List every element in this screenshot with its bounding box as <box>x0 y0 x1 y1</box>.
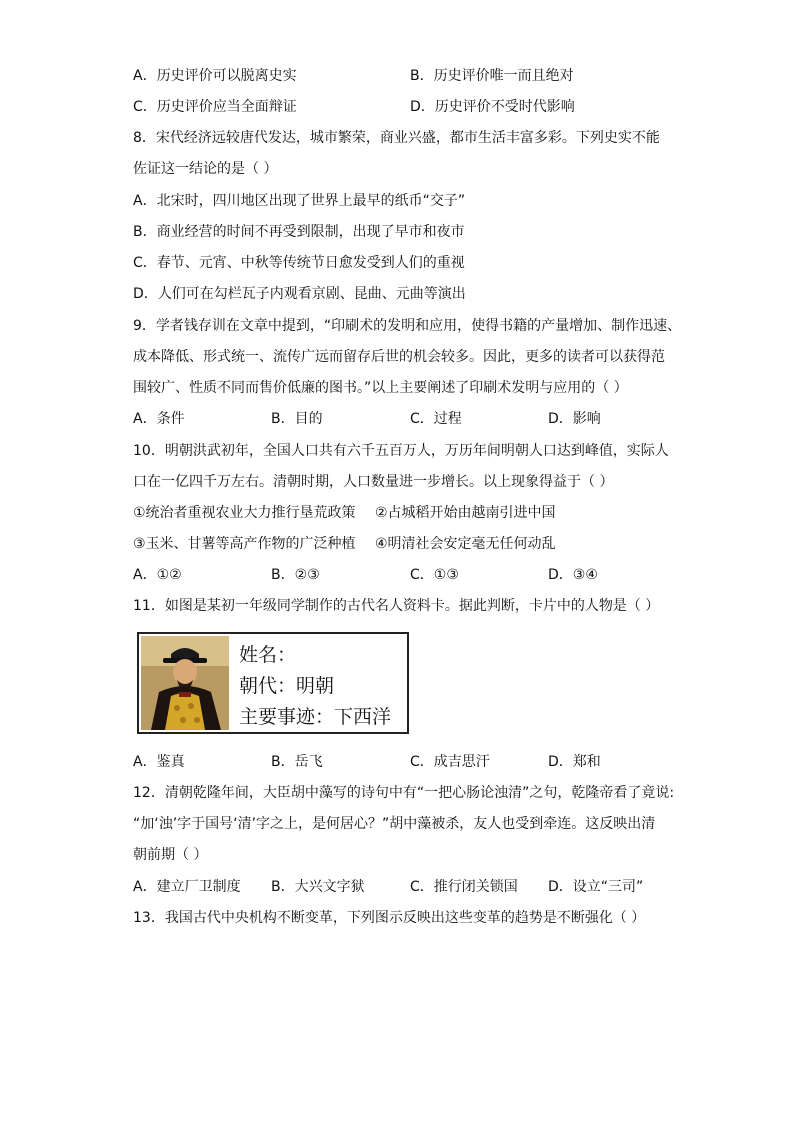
q10-item-4: ④明清社会安定毫无任何动乱 <box>375 536 556 552</box>
profile-card <box>137 632 409 734</box>
q10-item-2: ②占城稻开始由越南引进中国 <box>375 505 556 521</box>
q8-stem-line-2: 佐证这一结论的是（ ） <box>133 161 278 177</box>
q11-option-b: B．岳飞 <box>271 754 323 770</box>
q12-stem-line-3: 朝前期（ ） <box>133 847 208 863</box>
q11-stem: 11．如图是某初一年级同学制作的古代名人资料卡。据此判断，卡片中的人物是（ ） <box>133 598 660 614</box>
q11-option-a: A．鉴真 <box>133 754 185 770</box>
q7-option-b: B．历史评价唯一而且绝对 <box>410 68 574 84</box>
q9-option-d: D．影响 <box>548 411 601 427</box>
q7-option-c: C．历史评价应当全面辩证 <box>133 99 297 115</box>
q10-option-d: D．③④ <box>548 567 598 583</box>
q12-option-c: C．推行闭关锁国 <box>410 879 518 895</box>
q8-option-d: D．人们可在勾栏瓦子内观看京剧、昆曲、元曲等演出 <box>133 286 466 302</box>
card-name: 姓名： <box>239 644 297 666</box>
q10-stem-line-2: 口在一亿四千万左右。清朝时期，人口数量进一步增长。以上现象得益于（ ） <box>133 474 614 490</box>
q10-option-a: A．①② <box>133 567 182 583</box>
q8-stem-line-1: 8．宋代经济远较唐代发达，城市繁荣，商业兴盛，都市生活丰富多彩。下列史实不能 <box>133 130 660 146</box>
q12-option-d: D．设立“三司” <box>548 879 644 895</box>
q12-stem-line-1: 12．清朝乾隆年间，大臣胡中藻写的诗句中有“一把心肠论浊清”之句，乾隆帝看了竟说: <box>133 785 675 801</box>
q11-option-c: C．成吉思汗 <box>410 754 490 770</box>
q12-option-a: A．建立厂卫制度 <box>133 879 241 895</box>
q9-option-c: C．过程 <box>410 411 462 427</box>
q8-option-a: A．北宋时，四川地区出现了世界上最早的纸币“交子” <box>133 193 466 209</box>
q8-option-c: C．春节、元宵、中秋等传统节日愈发受到人们的重视 <box>133 255 465 271</box>
q10-option-b: B．②③ <box>271 567 320 583</box>
portrait-image <box>141 636 229 730</box>
q12-stem-line-2: “加‘浊’字于国号‘清’字之上，是何居心？”胡中藻被杀，友人也受到牵连。这反映出清 <box>133 816 656 832</box>
q10-stem-line-1: 10．明朝洪武初年，全国人口共有六千五百万人，万历年间明朝人口达到峰值，实际人 <box>133 443 669 459</box>
q9-option-b: B．目的 <box>271 411 323 427</box>
q9-stem-line-2: 成本降低、形式统一、流传广远而留存后世的机会较多。因此，更多的读者可以获得范 <box>133 349 665 365</box>
q8-option-b: B．商业经营的时间不再受到限制，出现了早市和夜市 <box>133 224 465 240</box>
card-text <box>239 640 391 733</box>
card-deeds: 主要事迹：下西洋 <box>239 706 392 728</box>
q10-option-c: C．①③ <box>410 567 459 583</box>
card-dynasty: 朝代：明朝 <box>239 675 335 697</box>
q10-item-3: ③玉米、甘薯等高产作物的广泛种植 <box>133 536 356 552</box>
q9-stem-line-3: 围较广、性质不同而售价低廉的图书。”以上主要阐述了印刷术发明与应用的（ ） <box>133 380 628 396</box>
q7-option-a: A．历史评价可以脱离史实 <box>133 68 297 84</box>
q11-option-d: D．郑和 <box>548 754 601 770</box>
q7-option-d: D．历史评价不受时代影响 <box>410 99 575 115</box>
q9-option-a: A．条件 <box>133 411 185 427</box>
q13-stem: 13．我国古代中央机构不断变革，下列图示反映出这些变革的趋势是不断强化（ ） <box>133 910 646 926</box>
q10-item-1: ①统治者重视农业大力推行垦荒政策 <box>133 505 356 521</box>
q9-stem-line-1: 9．学者钱存训在文章中提到，“印刷术的发明和应用，使得书籍的产量增加、制作迅速、 <box>133 318 682 334</box>
q12-option-b: B．大兴文字狱 <box>271 879 365 895</box>
